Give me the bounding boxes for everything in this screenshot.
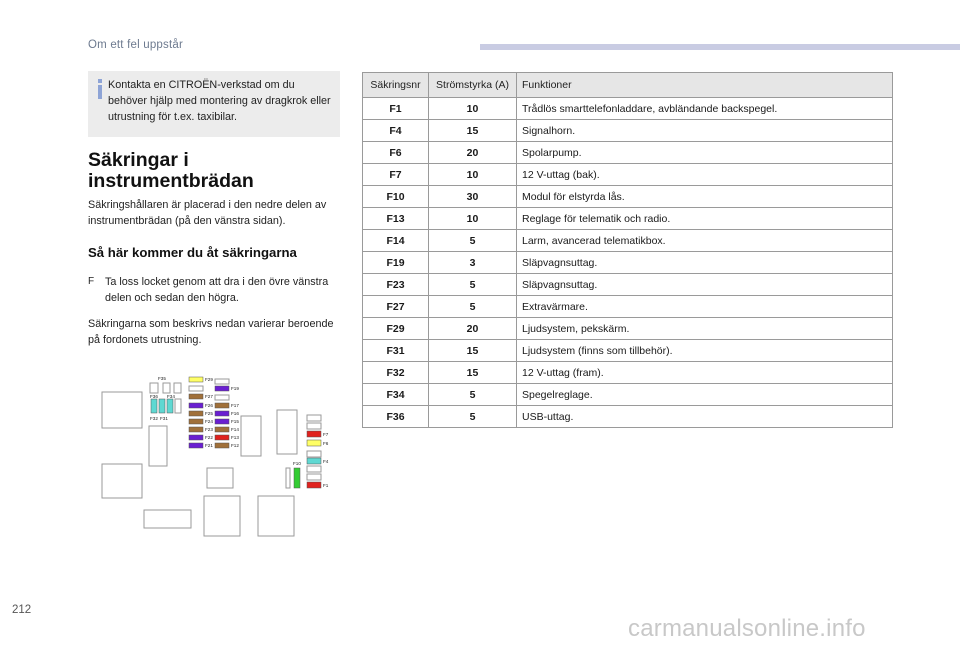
fuse-f27 [189, 394, 203, 399]
fuse-f26 [189, 403, 203, 408]
fuse-amperage: 20 [429, 142, 517, 164]
label-f26: F26 [205, 403, 213, 408]
fuse-f1 [307, 482, 321, 488]
fuse-f16 [215, 411, 229, 416]
relay-block [277, 410, 297, 454]
fuse-f15 [215, 419, 229, 424]
label-f29: F29 [205, 377, 213, 382]
relay-block [149, 426, 167, 466]
fuse-amperage: 15 [429, 120, 517, 142]
table-row [363, 318, 893, 340]
fuse-amperage: 15 [429, 362, 517, 384]
relay-block [286, 468, 290, 488]
fuse-f10 [294, 468, 300, 488]
label-f35: F35 [158, 376, 166, 381]
info-icon [94, 79, 106, 99]
fuse-number: F36 [363, 406, 429, 428]
fuse-slot [189, 386, 203, 391]
label-f34: F34 [167, 394, 175, 399]
relay-block [258, 496, 294, 536]
fuse-box-diagram [95, 368, 345, 538]
fuse-amperage: 5 [429, 384, 517, 406]
fuse-slot [307, 415, 321, 421]
header-fuse-number: Säkringsnr [363, 73, 429, 98]
header-bar [480, 44, 960, 50]
table-row [363, 384, 893, 406]
label-f32: F32 [150, 416, 158, 421]
watermark: carmanualsonline.info [628, 615, 866, 642]
label-f7: F7 [323, 432, 329, 437]
running-header: Om ett fel uppstår [88, 39, 183, 51]
fuse-number: F7 [363, 164, 429, 186]
fuse-slot [307, 423, 321, 429]
relay-block [204, 496, 240, 536]
relay-block [241, 416, 261, 456]
label-f21: F21 [205, 443, 213, 448]
subsection-title: Så här kommer du åt säkringarna [88, 245, 297, 260]
table-row [363, 98, 893, 120]
relay-block [102, 392, 142, 428]
note-text: Säkringarna som beskrivs nedan varierar beroende på fordonets utrustning. [88, 318, 334, 346]
fuse-number: F23 [363, 274, 429, 296]
fuse-number: F14 [363, 230, 429, 252]
fuse-table [362, 72, 893, 428]
fuse-f13 [215, 435, 229, 440]
section-title-line2: instrumentbrädan [88, 170, 254, 192]
fuse-slot [174, 383, 181, 393]
fuse-function: Reglage för telematik och radio. [517, 208, 893, 230]
table-row [363, 340, 893, 362]
fuse-number: F34 [363, 384, 429, 406]
table-row [363, 120, 893, 142]
table-row [363, 208, 893, 230]
page-number: 212 [12, 604, 32, 616]
label-f27: F27 [205, 394, 213, 399]
fuse-amperage: 30 [429, 186, 517, 208]
fuse-slot [150, 383, 158, 393]
fuse-slot [163, 383, 170, 393]
fuse-amperage: 3 [429, 252, 517, 274]
fuse-amperage: 5 [429, 296, 517, 318]
fuse-function: USB-uttag. [517, 406, 893, 428]
fuse-function: Spolarpump. [517, 142, 893, 164]
relay-block [207, 468, 233, 488]
fuse-slot [307, 474, 321, 480]
fuse-function: Ljudsystem (finns som tillbehör). [517, 340, 893, 362]
fuse-number: F32 [363, 362, 429, 384]
fuse-f14 [215, 427, 229, 432]
fuse-number: F6 [363, 142, 429, 164]
header-amperage: Strömstyrka (A) [429, 73, 517, 98]
fuse-number: F1 [363, 98, 429, 120]
table-row [363, 296, 893, 318]
fuse-slot [175, 399, 181, 413]
fuse-f19 [215, 386, 229, 391]
fuse-number: F10 [363, 186, 429, 208]
label-f1: F1 [323, 483, 329, 488]
table-row [363, 186, 893, 208]
intro-text: Säkringshållaren är placerad i den nedre delen av instrumentbrädan (på den vänstra sidan). [88, 199, 327, 227]
fuse-slot [215, 395, 229, 400]
bullet-text: Ta loss locket genom att dra i den övre vänstra delen och sedan den högra. [105, 276, 329, 304]
bullet-marker: F [88, 276, 95, 287]
fuse-amperage: 10 [429, 208, 517, 230]
label-f14: F14 [231, 427, 239, 432]
fuse-function: Modul för elstyrda lås. [517, 186, 893, 208]
info-box [88, 71, 340, 137]
table-row [363, 230, 893, 252]
fuse-f6 [307, 440, 321, 446]
fuse-f17 [215, 403, 229, 408]
fuse-function: 12 V-uttag (bak). [517, 164, 893, 186]
fuse-amperage: 10 [429, 164, 517, 186]
fuse-number: F29 [363, 318, 429, 340]
label-f12: F12 [231, 443, 239, 448]
relay-block [144, 510, 191, 528]
header-functions: Funktioner [517, 73, 893, 98]
fuse-function: 12 V-uttag (fram). [517, 362, 893, 384]
label-f10: F10 [293, 461, 301, 466]
fuse-slot [307, 466, 321, 472]
section-title [88, 150, 348, 192]
fuse-f4 [307, 458, 321, 464]
label-f4: F4 [323, 459, 329, 464]
fuse-number: F19 [363, 252, 429, 274]
label-f25: F25 [205, 411, 213, 416]
fuse-amperage: 15 [429, 340, 517, 362]
fuse-function: Släpvagnsuttag. [517, 274, 893, 296]
label-f24: F24 [205, 419, 213, 424]
fuse-function: Larm, avancerad telematikbox. [517, 230, 893, 252]
fuse-number: F4 [363, 120, 429, 142]
fuse-f32 [167, 399, 173, 413]
label-f6: F6 [323, 441, 329, 446]
fuse-function: Spegelreglage. [517, 384, 893, 406]
table-row [363, 142, 893, 164]
table-row [363, 164, 893, 186]
fuse-f22 [189, 435, 203, 440]
fuse-number: F13 [363, 208, 429, 230]
table-row [363, 406, 893, 428]
fuse-f29 [189, 377, 203, 382]
fuse-table-header-row [363, 73, 893, 98]
fuse-amperage: 20 [429, 318, 517, 340]
fuse-slot [215, 379, 229, 384]
fuse-slot [307, 451, 321, 457]
label-f15: F15 [231, 419, 239, 424]
label-f16: F16 [231, 411, 239, 416]
fuse-amperage: 10 [429, 98, 517, 120]
fuse-f34 [159, 399, 165, 413]
relay-block [102, 464, 142, 498]
fuse-f12 [215, 443, 229, 448]
fuse-f36 [151, 399, 157, 413]
fuse-amperage: 5 [429, 230, 517, 252]
label-f22: F22 [205, 435, 213, 440]
fuse-amperage: 5 [429, 406, 517, 428]
fuse-f25 [189, 411, 203, 416]
fuse-function: Ljudsystem, pekskärm. [517, 318, 893, 340]
fuse-function: Extravärmare. [517, 296, 893, 318]
fuse-number: F27 [363, 296, 429, 318]
fuse-function: Trådlös smarttelefonladdare, avbländande backspegel. [517, 98, 893, 120]
label-f13: F13 [231, 435, 239, 440]
fuse-f7 [307, 431, 321, 437]
label-f31: F31 [160, 416, 168, 421]
fuse-f23 [189, 427, 203, 432]
table-row [363, 362, 893, 384]
label-f36: F36 [150, 394, 158, 399]
fuse-function: Släpvagnsuttag. [517, 252, 893, 274]
label-f19: F19 [231, 386, 239, 391]
info-text: Kontakta en CITROËN-verkstad om du behöver hjälp med montering av dragkrok eller utrustning för t.ex. taxibilar. [108, 79, 331, 123]
table-row [363, 274, 893, 296]
fuse-function: Signalhorn. [517, 120, 893, 142]
table-row [363, 252, 893, 274]
fuse-f24 [189, 419, 203, 424]
fuse-f21 [189, 443, 203, 448]
label-f17: F17 [231, 403, 239, 408]
section-title-line1: Säkringar i [88, 149, 189, 171]
fuse-amperage: 5 [429, 274, 517, 296]
label-f23: F23 [205, 427, 213, 432]
fuse-number: F31 [363, 340, 429, 362]
